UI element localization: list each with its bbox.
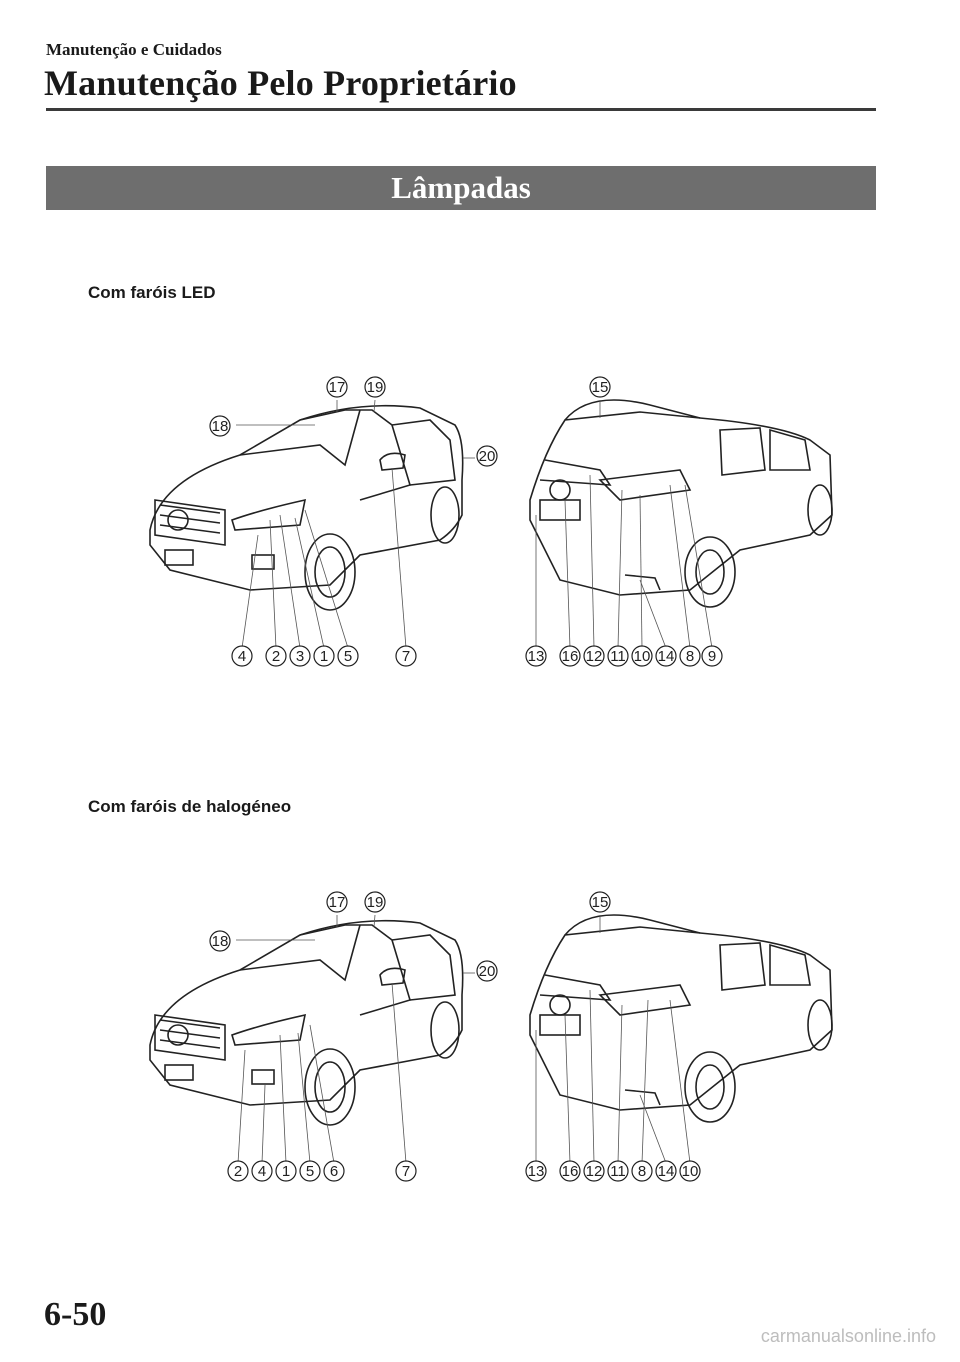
- callout-17: [327, 892, 347, 912]
- svg-text:8: 8: [685, 648, 695, 665]
- callout-15: [590, 892, 610, 912]
- svg-text:2: 2: [233, 1163, 243, 1180]
- svg-text:3: 3: [295, 648, 305, 665]
- callout-front-bottom: [228, 1161, 416, 1181]
- svg-text:13: 13: [527, 1163, 545, 1180]
- callout-rear-bottom: [526, 646, 722, 666]
- svg-text:17: 17: [328, 894, 346, 911]
- svg-text:15: 15: [591, 379, 609, 396]
- callout-numbers-led: [210, 377, 722, 666]
- svg-text:13: 13: [527, 648, 545, 665]
- svg-text:8: 8: [637, 1163, 647, 1180]
- section-banner: [46, 166, 876, 210]
- svg-text:14: 14: [657, 1163, 675, 1180]
- callout-15: [590, 377, 610, 397]
- svg-text:11: 11: [610, 648, 626, 665]
- callout-18: [210, 416, 230, 436]
- figure-subtitle-led: Com faróis LED: [88, 283, 216, 302]
- callout-front-bottom: [232, 646, 416, 666]
- svg-text:1: 1: [281, 1163, 291, 1180]
- svg-text:16: 16: [561, 648, 579, 665]
- svg-text:17: 17: [328, 379, 346, 396]
- page-number: 6-50: [44, 1296, 107, 1333]
- svg-text:11: 11: [610, 1163, 626, 1180]
- callout-19: [365, 892, 385, 912]
- car-illustration-halogen: [0, 865, 960, 1195]
- title-rule: [46, 108, 876, 111]
- svg-text:5: 5: [343, 648, 353, 665]
- svg-text:12: 12: [585, 1163, 603, 1180]
- svg-text:19: 19: [366, 894, 384, 911]
- svg-text:15: 15: [591, 894, 609, 911]
- svg-text:12: 12: [585, 648, 603, 665]
- svg-text:16: 16: [561, 1163, 579, 1180]
- svg-text:2: 2: [271, 648, 281, 665]
- page-title: Manutenção Pelo Proprietário: [44, 63, 517, 103]
- callout-19: [365, 377, 385, 397]
- svg-text:1: 1: [319, 648, 329, 665]
- callout-rear-bottom: [526, 1161, 700, 1181]
- svg-text:18: 18: [211, 418, 229, 435]
- svg-text:10: 10: [681, 1163, 699, 1180]
- figure-halogen: [0, 865, 960, 1195]
- leader-lines-halogen: [236, 915, 690, 1163]
- svg-text:7: 7: [401, 648, 411, 665]
- callout-18: [210, 931, 230, 951]
- svg-text:7: 7: [401, 1163, 411, 1180]
- chapter-name: Manutenção e Cuidados: [46, 40, 222, 59]
- svg-text:6: 6: [329, 1163, 339, 1180]
- callout-17: [327, 377, 347, 397]
- svg-text:10: 10: [633, 648, 651, 665]
- car-illustration-led: [0, 350, 960, 680]
- svg-text:19: 19: [366, 379, 384, 396]
- svg-text:14: 14: [657, 648, 675, 665]
- svg-text:20: 20: [478, 448, 496, 465]
- svg-text:5: 5: [305, 1163, 315, 1180]
- svg-text:18: 18: [211, 933, 229, 950]
- watermark: carmanualsonline.info: [760, 1326, 936, 1346]
- svg-text:20: 20: [478, 963, 496, 980]
- leader-lines-led: [236, 400, 712, 648]
- front-car-drawing: [150, 921, 463, 1125]
- callout-numbers-halogen: [210, 892, 700, 1181]
- svg-text:4: 4: [237, 648, 247, 665]
- figure-led: [0, 350, 960, 680]
- svg-text:9: 9: [707, 648, 717, 665]
- front-car-drawing: [150, 406, 463, 610]
- svg-text:4: 4: [257, 1163, 267, 1180]
- callout-20: [477, 446, 497, 466]
- figure-subtitle-halogen: Com faróis de halogéneo: [88, 797, 292, 816]
- section-title: Lâmpadas: [391, 170, 531, 205]
- callout-20: [477, 961, 497, 981]
